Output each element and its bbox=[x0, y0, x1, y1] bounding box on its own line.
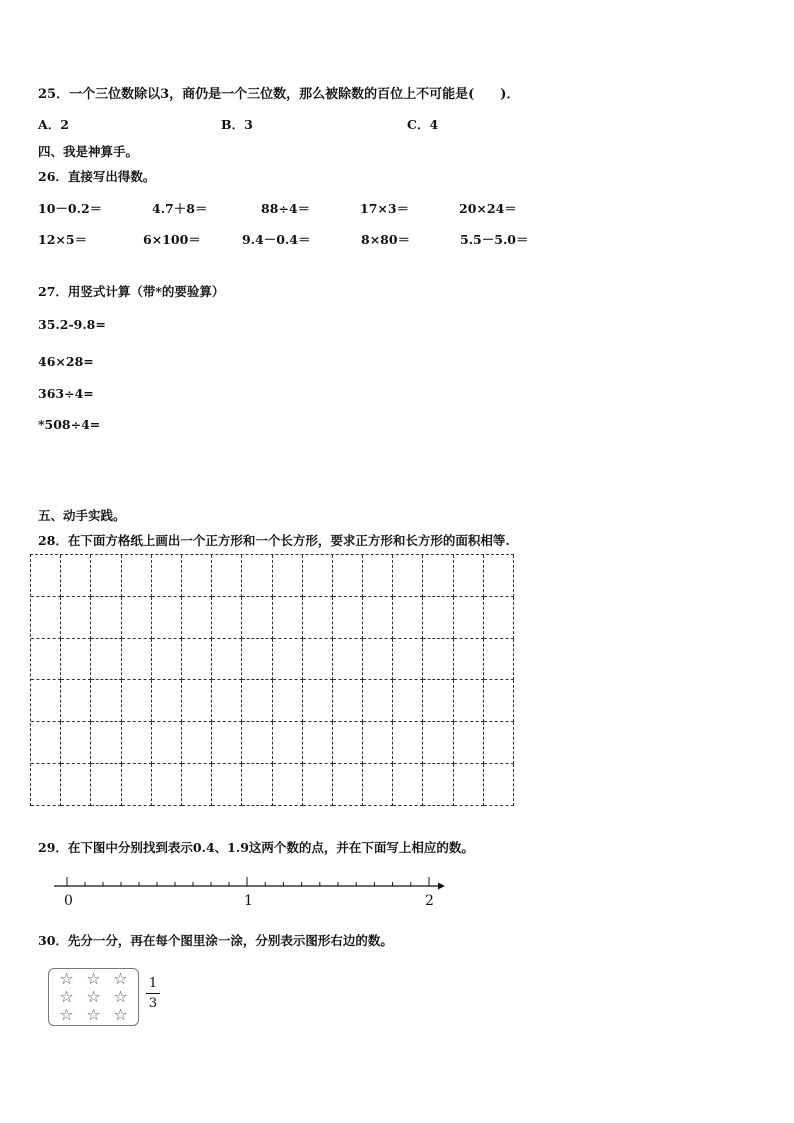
grid-cell[interactable] bbox=[61, 764, 91, 806]
grid-cell[interactable] bbox=[91, 639, 121, 681]
grid-cell[interactable] bbox=[393, 680, 423, 722]
grid-cell[interactable] bbox=[423, 764, 453, 806]
grid-cell[interactable] bbox=[91, 597, 121, 639]
section-5-heading: 五、动手实践。 bbox=[38, 508, 126, 523]
grid-cell[interactable] bbox=[31, 764, 61, 806]
grid-cell[interactable] bbox=[152, 722, 182, 764]
grid-cell[interactable] bbox=[273, 555, 303, 597]
star-icon[interactable]: ☆ bbox=[86, 969, 101, 988]
grid-cell[interactable] bbox=[454, 722, 484, 764]
star-icon[interactable]: ☆ bbox=[59, 969, 74, 988]
fraction-one-third bbox=[146, 976, 160, 1011]
calc-item: 9.4－0.4＝ bbox=[242, 232, 311, 247]
number-line-label-1: 1 bbox=[244, 893, 253, 909]
grid-cell[interactable] bbox=[31, 680, 61, 722]
option-b: B．3 bbox=[221, 117, 253, 132]
fraction-numerator: 1 bbox=[148, 976, 158, 991]
question-29-title: 29．在下图中分别找到表示0.4、1.9这两个数的点，并在下面写上相应的数。 bbox=[38, 840, 474, 855]
star-icon[interactable]: ☆ bbox=[86, 1005, 101, 1024]
grid-cell[interactable] bbox=[182, 722, 212, 764]
grid-cell[interactable] bbox=[122, 680, 152, 722]
grid-cell[interactable] bbox=[61, 639, 91, 681]
grid-cell[interactable] bbox=[333, 555, 363, 597]
grid-cell[interactable] bbox=[484, 639, 514, 681]
grid-cell[interactable] bbox=[484, 597, 514, 639]
question-25: 25．一个三位数除以3，商仍是一个三位数，那么被除数的百位上不可能是( )． bbox=[38, 87, 520, 102]
section-4-heading: 四、我是神算手。 bbox=[38, 144, 139, 159]
star-icon[interactable]: ☆ bbox=[113, 969, 128, 988]
grid-cell[interactable] bbox=[122, 764, 152, 806]
question-28-title: 28．在下面方格纸上画出一个正方形和一个长方形，要求正方形和长方形的面积相等. bbox=[38, 533, 510, 548]
grid-cell[interactable] bbox=[242, 722, 272, 764]
grid-cell[interactable] bbox=[393, 764, 423, 806]
grid-cell[interactable] bbox=[242, 597, 272, 639]
grid-cell[interactable] bbox=[484, 555, 514, 597]
grid-cell[interactable] bbox=[91, 680, 121, 722]
grid-cell[interactable] bbox=[484, 680, 514, 722]
number-line-label-0: 0 bbox=[64, 893, 73, 909]
grid-cell[interactable] bbox=[152, 555, 182, 597]
grid-cell[interactable] bbox=[122, 597, 152, 639]
grid-cell[interactable] bbox=[242, 680, 272, 722]
grid-cell[interactable] bbox=[333, 722, 363, 764]
grid-cell[interactable] bbox=[122, 639, 152, 681]
question-27-title: 27．用竖式计算（带*的要验算） bbox=[38, 284, 225, 299]
grid-cell[interactable] bbox=[484, 764, 514, 806]
grid-cell[interactable] bbox=[454, 597, 484, 639]
grid-cell[interactable] bbox=[423, 680, 453, 722]
grid-cell[interactable] bbox=[61, 555, 91, 597]
grid-cell[interactable] bbox=[182, 639, 212, 681]
vertical-calc-item: 363÷4= bbox=[38, 386, 94, 401]
option-a: A．2 bbox=[38, 117, 69, 132]
arrow-icon bbox=[438, 883, 445, 890]
grid-cell[interactable] bbox=[152, 639, 182, 681]
grid-cell[interactable] bbox=[152, 764, 182, 806]
grid-cell[interactable] bbox=[393, 597, 423, 639]
grid-cell[interactable] bbox=[31, 555, 61, 597]
grid-cell[interactable] bbox=[454, 764, 484, 806]
grid-cell[interactable] bbox=[454, 639, 484, 681]
star-icon[interactable]: ☆ bbox=[86, 987, 101, 1006]
grid-cell[interactable] bbox=[393, 722, 423, 764]
calc-item: 88÷4＝ bbox=[261, 201, 311, 216]
grid-cell[interactable] bbox=[91, 722, 121, 764]
grid-cell[interactable] bbox=[212, 555, 242, 597]
grid-cell[interactable] bbox=[31, 597, 61, 639]
question-30-title: 30．先分一分，再在每个图里涂一涂，分别表示图形右边的数。 bbox=[38, 933, 393, 948]
grid-cell[interactable] bbox=[363, 680, 393, 722]
fraction-denominator: 3 bbox=[148, 996, 158, 1011]
star-icon[interactable]: ☆ bbox=[113, 1005, 128, 1024]
grid-cell[interactable] bbox=[273, 680, 303, 722]
fraction-bar bbox=[146, 993, 160, 994]
grid-cell[interactable] bbox=[333, 639, 363, 681]
calc-item: 4.7＋8＝ bbox=[152, 201, 208, 216]
grid-cell[interactable] bbox=[152, 680, 182, 722]
grid-cell[interactable] bbox=[182, 597, 212, 639]
star-icon[interactable]: ☆ bbox=[59, 1005, 74, 1024]
grid-paper[interactable] bbox=[30, 554, 514, 806]
calc-item: 6×100＝ bbox=[143, 232, 201, 247]
grid-cell[interactable] bbox=[333, 764, 363, 806]
calc-item: 17×3＝ bbox=[360, 201, 410, 216]
grid-cell[interactable] bbox=[273, 639, 303, 681]
grid-cell[interactable] bbox=[303, 722, 333, 764]
grid-cell[interactable] bbox=[484, 722, 514, 764]
star-icon[interactable]: ☆ bbox=[113, 987, 128, 1006]
grid-cell[interactable] bbox=[91, 555, 121, 597]
grid-cell[interactable] bbox=[333, 680, 363, 722]
grid-cell[interactable] bbox=[423, 597, 453, 639]
grid-cell[interactable] bbox=[363, 597, 393, 639]
grid-cell[interactable] bbox=[454, 680, 484, 722]
vertical-calc-item: *508÷4= bbox=[38, 417, 101, 432]
grid-cell[interactable] bbox=[303, 639, 333, 681]
grid-cell[interactable] bbox=[61, 722, 91, 764]
vertical-calc-item: 35.2-9.8= bbox=[38, 317, 106, 332]
option-c: C．4 bbox=[407, 117, 439, 132]
grid-cell[interactable] bbox=[363, 764, 393, 806]
grid-cell[interactable] bbox=[61, 680, 91, 722]
grid-cell[interactable] bbox=[61, 597, 91, 639]
grid-cell[interactable] bbox=[31, 722, 61, 764]
calc-item: 20×24＝ bbox=[459, 201, 517, 216]
grid-cell[interactable] bbox=[242, 639, 272, 681]
grid-cell[interactable] bbox=[273, 764, 303, 806]
grid-cell[interactable] bbox=[273, 597, 303, 639]
grid-cell[interactable] bbox=[393, 639, 423, 681]
grid-cell[interactable] bbox=[182, 555, 212, 597]
grid-cell[interactable] bbox=[423, 639, 453, 681]
grid-cell[interactable] bbox=[303, 597, 333, 639]
grid-cell[interactable] bbox=[242, 764, 272, 806]
grid-cell[interactable] bbox=[273, 722, 303, 764]
grid-cell[interactable] bbox=[122, 555, 152, 597]
grid-cell[interactable] bbox=[333, 597, 363, 639]
grid-cell[interactable] bbox=[212, 597, 242, 639]
grid-cell[interactable] bbox=[303, 764, 333, 806]
grid-cell[interactable] bbox=[363, 555, 393, 597]
grid-cell[interactable] bbox=[454, 555, 484, 597]
grid-cell[interactable] bbox=[393, 555, 423, 597]
calc-item: 12×5＝ bbox=[38, 232, 88, 247]
calc-item: 8×80＝ bbox=[361, 232, 411, 247]
grid-cell[interactable] bbox=[303, 680, 333, 722]
number-line-ticks bbox=[67, 877, 429, 886]
grid-cell[interactable] bbox=[423, 722, 453, 764]
grid-cell[interactable] bbox=[242, 555, 272, 597]
grid-cell[interactable] bbox=[31, 639, 61, 681]
grid-cell[interactable] bbox=[212, 722, 242, 764]
vertical-calc-item: 46×28= bbox=[38, 354, 94, 369]
grid-cell[interactable] bbox=[303, 555, 333, 597]
calc-item: 5.5－5.0＝ bbox=[460, 232, 529, 247]
grid-cell[interactable] bbox=[182, 680, 212, 722]
number-line-label-2: 2 bbox=[425, 893, 434, 909]
question-26-title: 26．直接写出得数。 bbox=[38, 169, 156, 184]
grid-cell[interactable] bbox=[212, 764, 242, 806]
grid-cell[interactable] bbox=[91, 764, 121, 806]
grid-cell[interactable] bbox=[152, 597, 182, 639]
grid-cell[interactable] bbox=[122, 722, 152, 764]
grid-cell[interactable] bbox=[363, 722, 393, 764]
grid-cell[interactable] bbox=[182, 764, 212, 806]
grid-cell[interactable] bbox=[363, 639, 393, 681]
star-icon[interactable]: ☆ bbox=[59, 987, 74, 1006]
calc-item: 10－0.2＝ bbox=[38, 201, 103, 216]
grid-cell[interactable] bbox=[212, 680, 242, 722]
grid-cell[interactable] bbox=[423, 555, 453, 597]
grid-cell[interactable] bbox=[212, 639, 242, 681]
star-figure[interactable] bbox=[48, 968, 139, 1026]
